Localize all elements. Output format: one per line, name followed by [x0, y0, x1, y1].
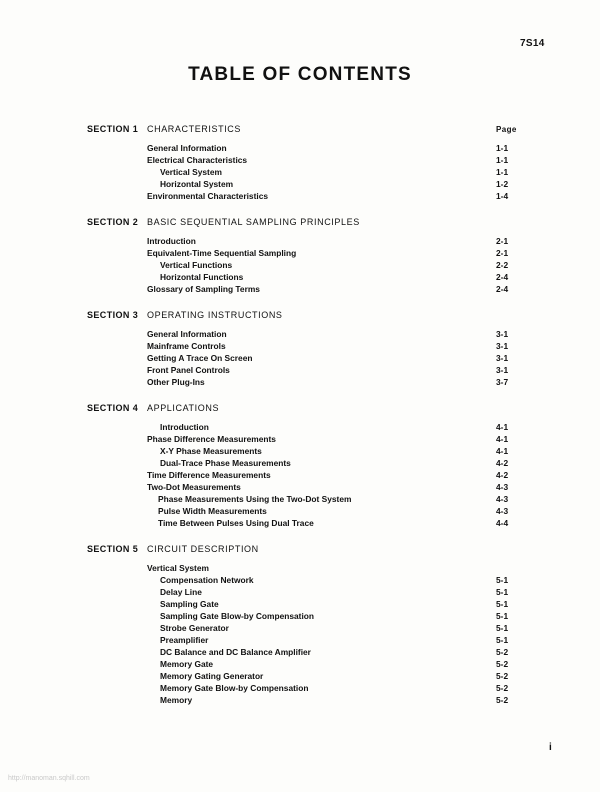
section-heading — [0, 124, 600, 138]
toc-entry — [0, 422, 600, 434]
toc-entry — [0, 575, 600, 587]
entry-page: 1-2 — [496, 179, 509, 189]
section-heading — [0, 310, 600, 324]
entry-label: Getting A Trace On Screen — [147, 353, 253, 363]
entry-label: Memory Gating Generator — [160, 671, 264, 681]
toc-section — [0, 124, 600, 203]
entry-page: 2-4 — [496, 272, 509, 282]
entry-label: Other Plug-Ins — [147, 377, 205, 387]
model-number: 7S14 — [520, 38, 545, 49]
entry-page: 4-4 — [496, 518, 509, 528]
entry-page: 3-1 — [496, 365, 509, 375]
entry-page: 5-2 — [496, 671, 509, 681]
entry-label: Sampling Gate — [160, 599, 219, 609]
entry-page: 5-1 — [496, 575, 509, 585]
toc-entry — [0, 635, 600, 647]
section-heading — [0, 403, 600, 417]
entry-page: 5-1 — [496, 611, 509, 621]
entry-label: Memory Gate — [160, 659, 214, 669]
entry-label: Memory Gate Blow-by Compensation — [160, 683, 309, 693]
section-heading — [0, 217, 600, 231]
entry-page: 5-2 — [496, 659, 509, 669]
entry-page: 5-2 — [496, 695, 509, 705]
entry-page: 4-3 — [496, 494, 509, 504]
entry-label: Dual-Trace Phase Measurements — [160, 458, 291, 468]
entry-label: Strobe Generator — [160, 623, 229, 633]
page-number: i — [549, 742, 552, 753]
entry-page: 4-2 — [496, 470, 509, 480]
entry-page: 5-2 — [496, 683, 509, 693]
toc-entry — [0, 458, 600, 470]
entry-page: 1-1 — [496, 167, 509, 177]
entry-label: General Information — [147, 329, 227, 339]
entry-page: 5-1 — [496, 635, 509, 645]
section-heading — [0, 544, 600, 558]
toc-entry — [0, 236, 600, 248]
entry-label: Compensation Network — [160, 575, 254, 585]
section-title: OPERATING INSTRUCTIONS — [147, 310, 283, 320]
toc-entry — [0, 191, 600, 203]
entry-label: Memory — [160, 695, 193, 705]
toc-entry — [0, 623, 600, 635]
entry-page: 5-1 — [496, 587, 509, 597]
toc-entry — [0, 155, 600, 167]
toc-entry — [0, 587, 600, 599]
section-title: CIRCUIT DESCRIPTION — [147, 544, 259, 554]
toc-entry — [0, 434, 600, 446]
entry-label: DC Balance and DC Balance Amplifier — [160, 647, 311, 657]
toc-entry — [0, 377, 600, 389]
entry-label: Vertical Functions — [160, 260, 233, 270]
toc-entry — [0, 284, 600, 296]
entry-page: 3-7 — [496, 377, 509, 387]
entry-page: 2-4 — [496, 284, 509, 294]
entry-label: Sampling Gate Blow-by Compensation — [160, 611, 315, 621]
toc-entry — [0, 611, 600, 623]
entry-label: Electrical Characteristics — [147, 155, 248, 165]
section-title: BASIC SEQUENTIAL SAMPLING PRINCIPLES — [147, 217, 360, 227]
toc-entry — [0, 272, 600, 284]
section-label: SECTION 2 — [87, 217, 139, 227]
section-label: SECTION 1 — [87, 124, 139, 134]
entry-page: 4-1 — [496, 434, 509, 444]
entry-page: 5-1 — [496, 623, 509, 633]
section-label: SECTION 3 — [87, 310, 139, 320]
entry-page: 1-1 — [496, 155, 509, 165]
entry-label: Vertical System — [147, 563, 209, 573]
table-of-contents — [0, 124, 600, 721]
entry-page: 3-1 — [496, 329, 509, 339]
entry-label: Phase Measurements Using the Two-Dot System — [158, 494, 352, 504]
entry-page: 3-1 — [496, 353, 509, 363]
entry-page: 4-1 — [496, 446, 509, 456]
entry-label: Introduction — [160, 422, 209, 432]
toc-entry — [0, 671, 600, 683]
page-title: TABLE OF CONTENTS — [188, 64, 412, 85]
section-title: CHARACTERISTICS — [147, 124, 242, 134]
entry-label: Time Difference Measurements — [147, 470, 271, 480]
toc-entry — [0, 260, 600, 272]
entry-label: Two-Dot Measurements — [147, 482, 241, 492]
entry-label: Front Panel Controls — [147, 365, 230, 375]
entry-label: Vertical System — [160, 167, 222, 177]
entry-page: 5-2 — [496, 647, 509, 657]
toc-entry — [0, 695, 600, 707]
toc-entry — [0, 506, 600, 518]
entry-page: 5-1 — [496, 599, 509, 609]
entry-label: Time Between Pulses Using Dual Trace — [158, 518, 314, 528]
toc-entry — [0, 248, 600, 260]
toc-section — [0, 544, 600, 707]
entry-label: Horizontal Functions — [160, 272, 244, 282]
toc-section — [0, 217, 600, 296]
entry-label: General Information — [147, 143, 227, 153]
toc-entry — [0, 482, 600, 494]
entry-label: Introduction — [147, 236, 196, 246]
entry-label: X-Y Phase Measurements — [160, 446, 262, 456]
page-column-label: Page — [496, 125, 517, 134]
toc-entry — [0, 365, 600, 377]
toc-entry — [0, 329, 600, 341]
entry-label: Environmental Characteristics — [147, 191, 269, 201]
toc-entry — [0, 683, 600, 695]
section-label: SECTION 4 — [87, 403, 139, 413]
toc-section — [0, 310, 600, 389]
entry-label: Delay Line — [160, 587, 202, 597]
toc-entry — [0, 446, 600, 458]
entry-label: Equivalent-Time Sequential Sampling — [147, 248, 297, 258]
entry-page: 2-1 — [496, 236, 509, 246]
toc-entry — [0, 518, 600, 530]
entry-page: 3-1 — [496, 341, 509, 351]
toc-entry — [0, 179, 600, 191]
entry-page: 1-1 — [496, 143, 509, 153]
entry-page: 4-2 — [496, 458, 509, 468]
section-label: SECTION 5 — [87, 544, 139, 554]
entry-label: Mainframe Controls — [147, 341, 226, 351]
entry-page: 2-1 — [496, 248, 509, 258]
toc-entry — [0, 341, 600, 353]
entry-page: 1-4 — [496, 191, 509, 201]
toc-entry — [0, 563, 600, 575]
toc-entry — [0, 143, 600, 155]
section-title: APPLICATIONS — [147, 403, 220, 413]
toc-section — [0, 403, 600, 530]
entry-label: Preamplifier — [160, 635, 209, 645]
toc-entry — [0, 470, 600, 482]
toc-entry — [0, 494, 600, 506]
toc-entry — [0, 353, 600, 365]
entry-label: Horizontal System — [160, 179, 234, 189]
entry-page: 4-3 — [496, 506, 509, 516]
entry-label: Phase Difference Measurements — [147, 434, 276, 444]
toc-entry — [0, 599, 600, 611]
entry-page: 4-1 — [496, 422, 509, 432]
entry-page: 4-3 — [496, 482, 509, 492]
toc-entry — [0, 647, 600, 659]
entry-label: Glossary of Sampling Terms — [147, 284, 260, 294]
entry-page: 2-2 — [496, 260, 509, 270]
watermark-url: http://manoman.sqhill.com — [8, 775, 90, 782]
entry-label: Pulse Width Measurements — [158, 506, 267, 516]
toc-entry — [0, 167, 600, 179]
toc-entry — [0, 659, 600, 671]
